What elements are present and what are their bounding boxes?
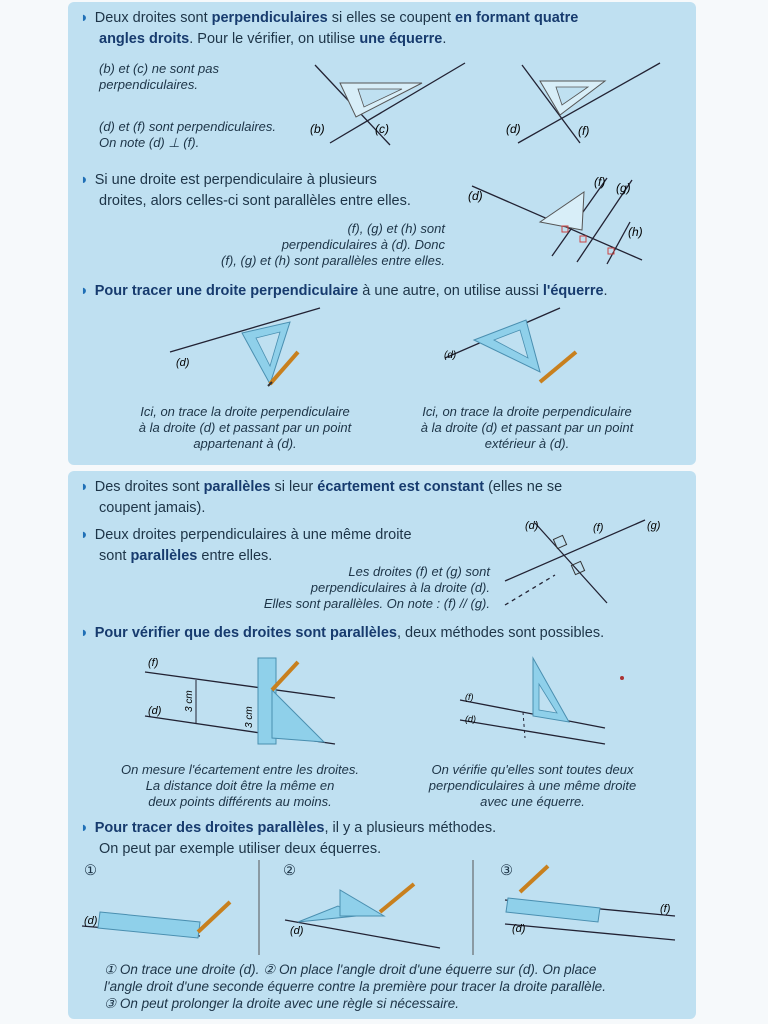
- bold-text: Pour vérifier que des droites sont parallèles: [94, 625, 397, 641]
- two-perpendicular-line-1: ◗ Deux droites perpendiculaires à une même droite: [80, 527, 412, 543]
- label-f: (f): [148, 657, 159, 669]
- verify-perpendicular-figure: [455, 650, 630, 745]
- parallel-notation-note: Les droites (f) et (g) sont perpendiculaires à la droite (d). Elles sont parallèles. On note : (f) // (g).: [263, 564, 490, 611]
- step-3-figure: [500, 862, 685, 947]
- caption-point-on-line: Ici, on trace la droite perpendiculaire à la droite (d) et passant par un point appartenant à (d).: [138, 404, 352, 451]
- text-run: à une autre, on utilise aussi: [358, 283, 543, 299]
- verify-parallel-heading: [80, 623, 604, 643]
- draw-perpendicular-on-line-figure: [170, 300, 330, 395]
- text-run: Des droites sont: [94, 479, 204, 495]
- text-run: , il y a plusieurs méthodes.: [324, 820, 497, 836]
- several-perpendicular-figure: [462, 170, 672, 270]
- label-d: (d): [444, 350, 457, 361]
- step-1-marker: ①: [84, 863, 97, 879]
- perpendicular-definition-line-1: [80, 8, 578, 28]
- bullet-icon: ◗: [80, 820, 89, 836]
- bold-text: Pour tracer une droite perpendiculaire: [94, 283, 359, 299]
- bullet-icon: ◗: [80, 283, 89, 299]
- bold-text: une équerre: [359, 31, 443, 47]
- label-g: (g): [616, 181, 631, 195]
- label-d: (d): [176, 357, 190, 369]
- caption-measure-gap: On mesure l'écartement entre les droites. La distance doit être la même en deux points différents au moins.: [120, 762, 360, 809]
- several-perpendicular-line-2: droites, alors celles-ci sont parallèles entre elles.: [99, 193, 411, 209]
- bullet-icon: ◗: [80, 172, 89, 188]
- text-run: Deux droites sont: [94, 10, 212, 26]
- perpendicular-figure: [500, 55, 670, 150]
- draw-perpendicular-outside-line-figure: [440, 300, 590, 395]
- bold-text: Pour tracer des droites parallèles: [94, 820, 325, 836]
- draw-parallel-footnote: ① On trace une droite (d). ② On place l'angle droit d'une équerre sur (d). On place l'angle droit d'une seconde équerre contre la première pour tracer la droite parallèle. ③ On peut prolonger la droite avec une règle si nécessaire.: [104, 962, 606, 1011]
- bold-text: parallèles: [130, 548, 198, 564]
- label-d: (d): [148, 705, 162, 717]
- bold-text: écartement est constant: [317, 479, 485, 495]
- label-d: (d): [506, 122, 521, 136]
- bold-text: angles droits: [99, 31, 190, 47]
- two-perpendicular-line-2: [99, 546, 272, 566]
- draw-parallel-subline: On peut par exemple utiliser deux équerres.: [99, 841, 382, 857]
- label-g: (g): [647, 520, 661, 532]
- bullet-icon: ◗: [80, 10, 89, 26]
- step-1-figure: [80, 880, 250, 950]
- text-run: , deux méthodes sont possibles.: [396, 625, 605, 641]
- label-h: (h): [628, 225, 643, 239]
- bullet-icon: ◗: [80, 625, 89, 641]
- text-run: (elles ne se: [484, 479, 563, 495]
- label-d: (d): [84, 915, 98, 927]
- label-f: (f): [660, 903, 671, 915]
- caption-common-perpendicular: On vérifie qu'elles sont toutes deux perpendiculaires à une même droite avec une équerre.: [428, 762, 637, 809]
- label-f: (f): [594, 175, 606, 189]
- text-run: entre elles.: [197, 548, 273, 564]
- label-c: (c): [375, 122, 389, 136]
- text-run: .: [603, 283, 608, 299]
- several-perpendicular-line-1: ◗ Si une droite est perpendiculaire à plusieurs: [80, 172, 377, 188]
- bold-text: l'équerre: [542, 283, 604, 299]
- text-run: si leur: [270, 479, 318, 495]
- measure-gap-figure: [140, 650, 340, 750]
- label-f: (f): [578, 124, 590, 138]
- label-d: (d): [525, 520, 539, 532]
- label-d: (d): [290, 925, 304, 937]
- parallel-definition-line-2: coupent jamais).: [99, 500, 206, 516]
- text-run: sont: [99, 548, 131, 564]
- label-f: (f): [465, 692, 474, 702]
- label-d: (d): [465, 714, 476, 724]
- bullet-icon: ◗: [80, 527, 89, 543]
- label-d: (d): [468, 189, 483, 203]
- step-2-figure: [280, 870, 460, 950]
- step-divider-1: [258, 860, 260, 955]
- parallel-definition-line-1: [80, 477, 562, 497]
- caption-point-outside-line: Ici, on trace la droite perpendiculaire à la droite (d) et passant par un point extérieur à (d).: [420, 404, 634, 451]
- bold-text: en formant quatre: [455, 10, 579, 26]
- text-run: si elles se coupent: [327, 10, 456, 26]
- label-d: (d): [512, 923, 526, 935]
- draw-perpendicular-heading: [80, 281, 608, 301]
- not-perpendicular-note: (b) et (c) ne sont pas perpendiculaires.: [99, 61, 219, 92]
- perpendicular-note: (d) et (f) sont perpendiculaires. On note (d) ⊥ (f).: [99, 119, 277, 150]
- text-run: . Pour le vérifier, on utilise: [189, 31, 360, 47]
- bold-text: perpendiculaires: [211, 10, 328, 26]
- text-run: .: [442, 31, 447, 47]
- step-3-marker: ③: [500, 863, 513, 879]
- bullet-icon: ◗: [80, 479, 89, 495]
- two-perpendicular-figure: [495, 515, 675, 615]
- label-b: (b): [310, 122, 325, 136]
- not-perpendicular-figure: [300, 55, 480, 150]
- measure-label-ruler: 3 cm: [244, 706, 255, 728]
- label-f: (f): [593, 522, 604, 534]
- draw-parallel-heading: [80, 818, 496, 838]
- parallel-conclusion-note: (f), (g) et (h) sont perpendiculaires à (d). Donc (f), (g) et (h) sont parallèles entre elles.: [221, 221, 445, 268]
- step-divider-2: [472, 860, 474, 955]
- step-2-marker: ②: [283, 863, 296, 879]
- bold-text: parallèles: [203, 479, 271, 495]
- measure-label: 3 cm: [184, 690, 195, 712]
- perpendicular-definition-line-2: [99, 29, 446, 49]
